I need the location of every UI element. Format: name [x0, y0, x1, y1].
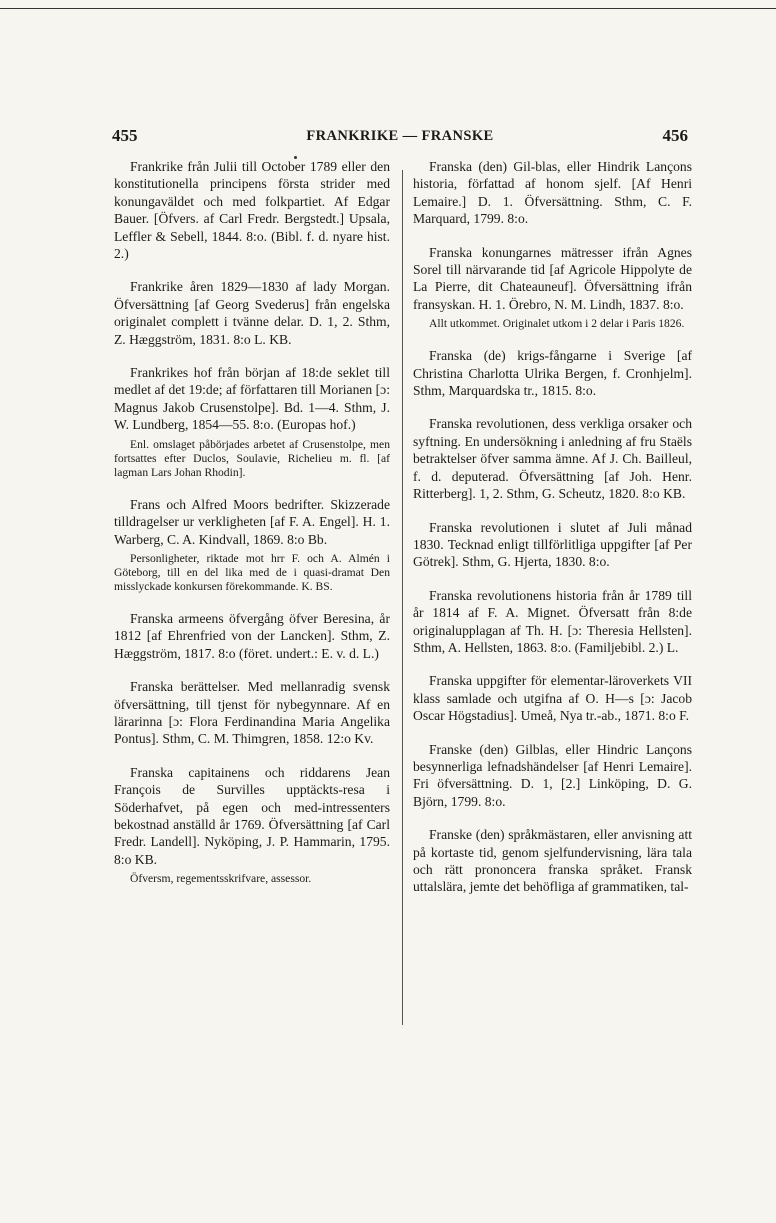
entry: Frans och Alfred Moors bedrifter. Skizzerade tilldragelser ur verkligheten [af F. A. Engel]. H. 1. Warberg, C. A. Kindvall, 1869. 8:o Bb. — [114, 496, 390, 547]
entry: Franska (den) Gil-blas, eller Hindrik Lançons historia, författad af honom sjelf. [Af Henri Lemaire.] D. 1. Öfversättning. Sthm, C. F. Marquard, 1799. 8:o. — [413, 159, 692, 227]
entry: Franska berättelser. Med mellanradig svensk öfversättning, till tjenst för nybegynnare. Af en lärarinna [ɔ: Flora Ferdinandina Maria Angelika Pontus]. Sthm, C. M. Thimgren, 1858. 12:o Kv. — [114, 679, 390, 747]
entry: Franske (den) språkmästaren, eller anvisning att på kortaste tid, genom sjelfundervisning, lära tala och rätt prononcera franska språket. Fransk uttalslära, jemte det behöfliga af grammatiken, tal- — [413, 827, 692, 895]
entry: Franska (de) krigs-fångarne i Sverige [af Christina Charlotta Ulrika Bergen, f. Cronhjelm]. Sthm, Marquardska tr., 1815. 8:o. — [413, 348, 692, 399]
entry: Franske (den) Gilblas, eller Hindric Lançons besynnerliga lefnadshändelser [af Henri Lemaire]. Fri öfversättning. D. 1, [2.] Linköping, D. G. Björn, 1799. 8:o. — [413, 741, 692, 809]
entry: Franska revolutionen, dess verkliga orsaker och syftning. En undersökning i anledning af fru Staëls betraktelser öfver samma ämne. Af J. Ch. Bailleul, f. d. deputerad. Öfversättning [af Joh. Henr. Ritterberg]. 1, 2. Sthm, G. Scheutz, 1820. 8:o KB. — [413, 416, 692, 502]
entry-note: Enl. omslaget påbörjades arbetet af Crusenstolpe, men fortsattes efter Duclos, Soulavie, Richelieu m. fl. [af lagman Lars Johan Rhodin]. — [114, 437, 390, 479]
page-header — [112, 126, 688, 150]
entry: Franska armeens öfvergång öfver Beresina, år 1812 [af Ehrenfried von der Lancken]. Sthm, Z. Hæggström, 1817. 8:o (föret. undert.: E. v. d. L.) — [114, 610, 390, 661]
entry-note: Personligheter, riktade mot hrr F. och A. Almén i Göteborg, till en del lika med de i quasi-dramat Den misslyckade konkursen förekommande. K. BS. — [114, 551, 390, 593]
column-divider — [402, 170, 403, 1025]
entry: Frankrikes hof från början af 18:de seklet till medlet af det 19:de; af författaren till Morianen [ɔ: Magnus Jakob Crusenstolpe]. Bd. 1—4. Sthm, J. W. Lundberg, 1854—55. 8:o. (Europas hof.) — [114, 365, 390, 433]
entry: Franska uppgifter för elementar-läroverkets VII klass samlade och utgifna af O. H—s [ɔ: Jacob Oscar Högstadius]. Umeå, Nya tr.-ab., 1871. 8:o F. — [413, 673, 692, 724]
entry: Franska revolutionens historia från år 1789 till år 1814 af F. A. Mignet. Öfversatt från 8:de originalupplagan af Th. H. [ɔ: Theresia Hellsten]. Sthm, A. Hellsten, 1863. 8:o. (Familjebibl. 2.) L. — [413, 587, 692, 655]
page-number-left: 455 — [112, 126, 138, 145]
entry: Frankrike från Julii till October 1789 eller den konstitutionella principens första strider med konungaväldet och med folkpartiet. Af Edgar Bauer. [Öfvers. af Carl Fredr. Bergstedt.] Upsala, Leffler & Sebell, 1844. 8:o. (Bibl. f. d. nyare hist. 2.) — [114, 159, 390, 262]
page-number-right: 456 — [662, 126, 688, 145]
top-rule — [0, 8, 776, 9]
entry: Franska revolutionen i slutet af Juli månad 1830. Tecknad enligt tillförlitliga uppgifter [af Per Götrek]. Sthm, G. Hjerta, 1830. 8:o. — [413, 519, 692, 570]
entry: Franska konungarnes mätresser ifrån Agnes Sorel till närvarande tid [af Agricole Hippolyte de La Pierre, dit Chateauneuf]. Öfversättning ifrån fransyskan. H. 1. Örebro, N. M. Lindh, 1837. 8:o. — [413, 244, 692, 312]
entry-note: Allt utkommet. Originalet utkom i 2 delar i Paris 1826. — [429, 317, 685, 331]
entry: Frankrike åren 1829—1830 af lady Morgan. Öfversättning [af Georg Svederus] från engelska originalet complett i tvänne delar. D. 1, 2. Sthm, Z. Hæggström, 1831. 8:o L. KB. — [114, 279, 390, 347]
entry-note: Öfversm, regementsskrifvare, assessor. — [130, 872, 312, 886]
running-title: FRANKRIKE — FRANSKE — [306, 128, 494, 144]
left-column — [114, 158, 390, 902]
right-column — [413, 158, 692, 912]
entry: Franska capitainens och riddarens Jean François de Survilles upptäckts-resa i Söderhafvet, på egen och med-intressenters bekostnad anställd år 1769. Öfversättning [af Carl Fredr. Landell]. Nyköping, J. P. Hammarin, 1795. 8:o KB. — [114, 764, 390, 867]
